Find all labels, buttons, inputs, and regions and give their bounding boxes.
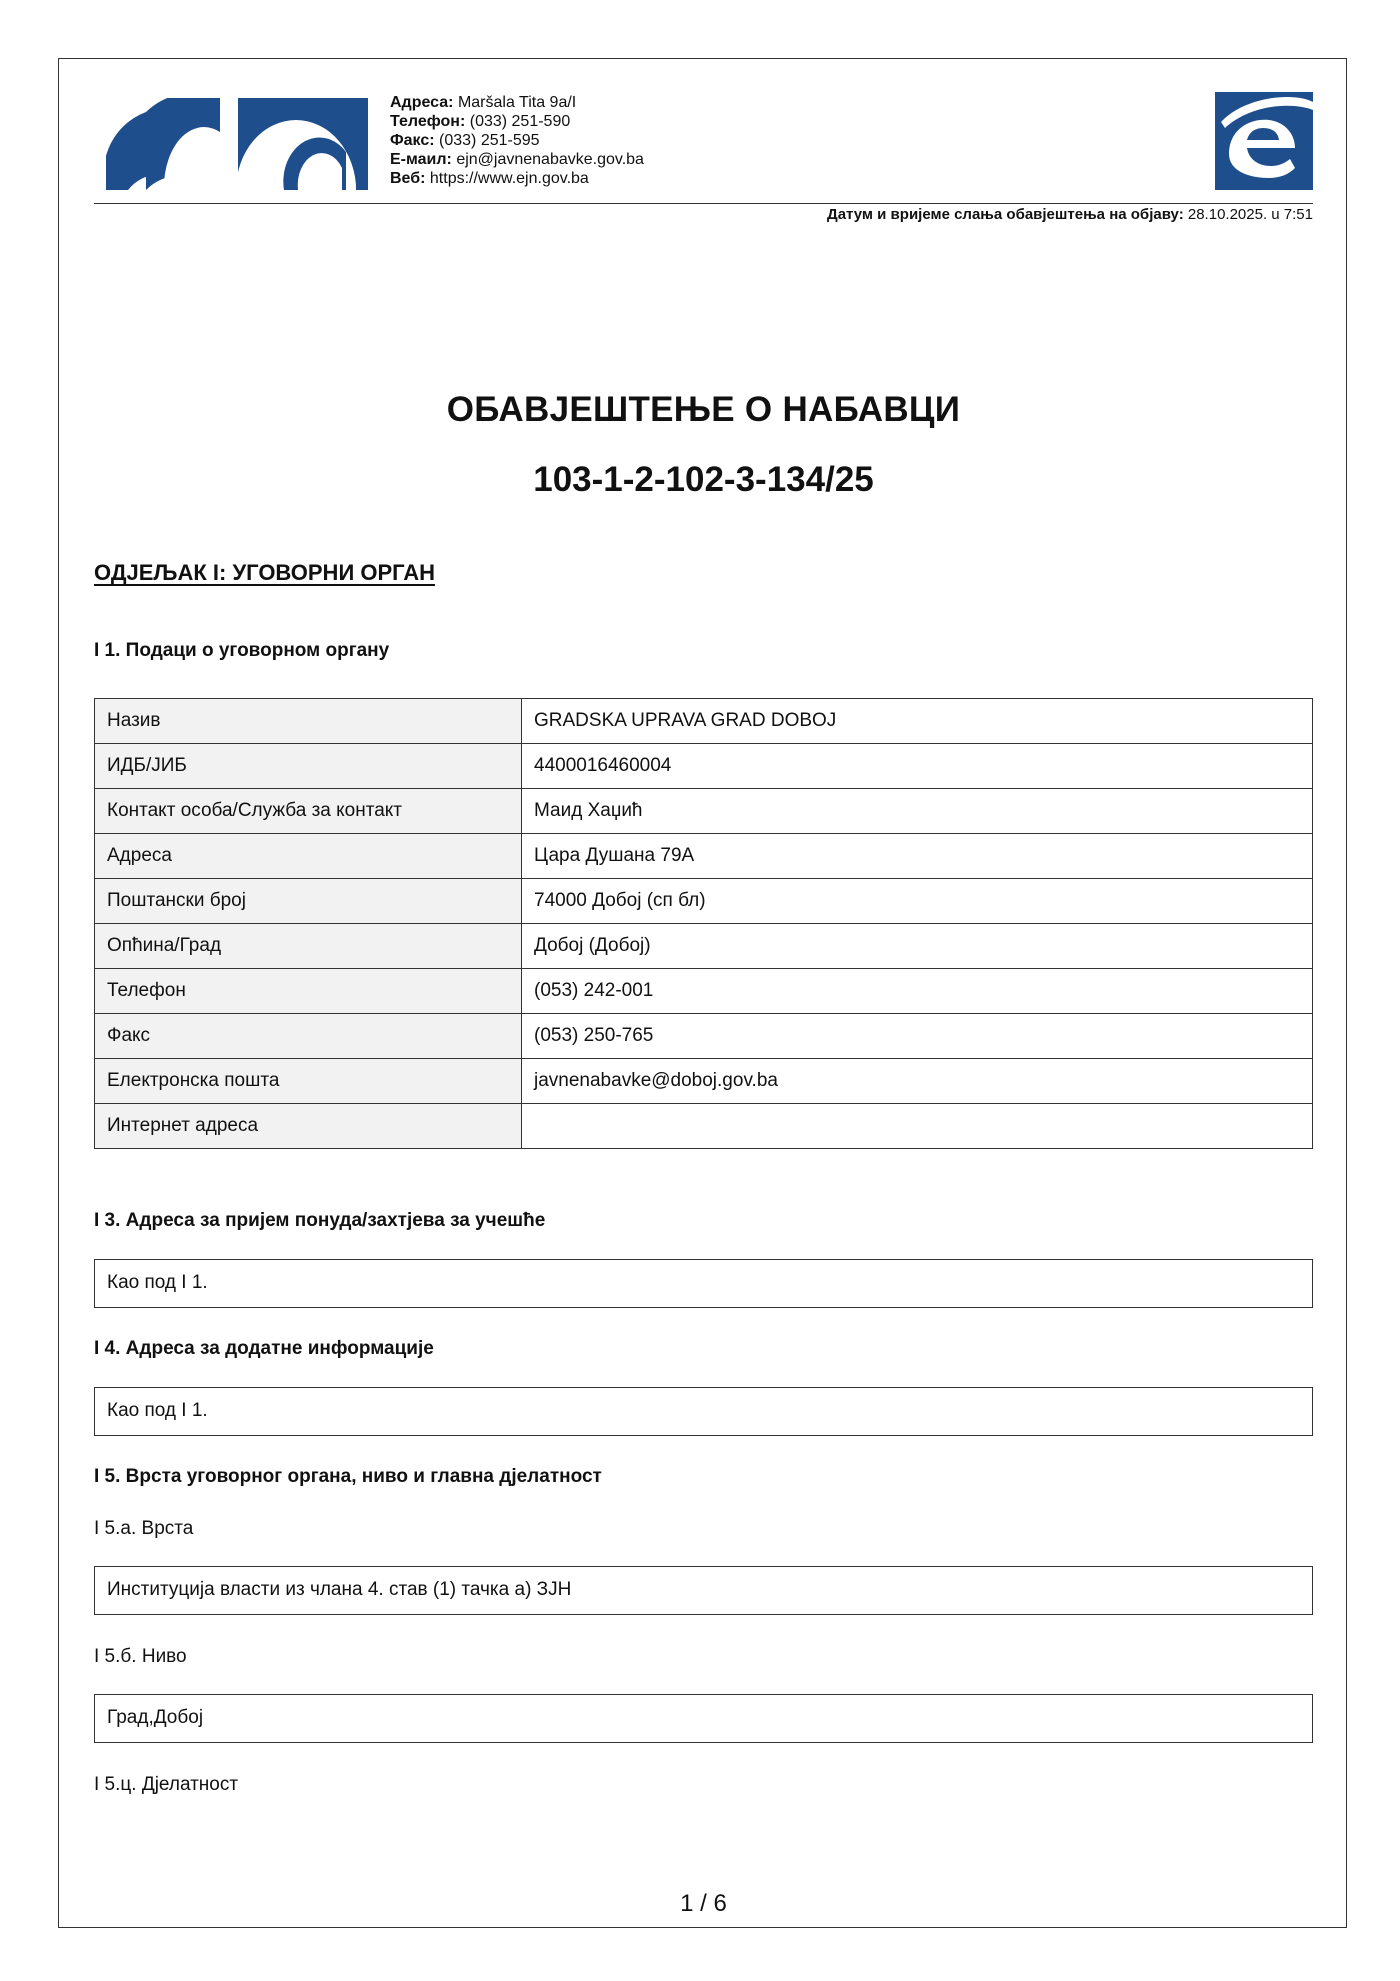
row-key: Контакт особа/Служба за контакт [95,789,522,834]
phone-value: (033) 251-590 [469,113,571,130]
row-value [522,1104,1313,1149]
document-header [94,90,1313,195]
contact-info [390,93,644,188]
section-heading: ОДЈЕЉАК I: УГОВОРНИ ОРГАН [94,560,436,585]
e-logo-icon [1215,92,1313,190]
email-link[interactable]: javnenabavke@doboj.gov.ba [522,1059,1313,1104]
table-row [95,699,1313,744]
phone-label: Телефон: [390,113,466,130]
i5b-value-box: Град,Добој [94,1694,1313,1743]
table-row [95,924,1313,969]
row-value: 4400016460004 [522,744,1313,789]
row-key: Електронска пошта [95,1059,522,1104]
i4-value-box: Као под I 1. [94,1387,1313,1436]
table-row [95,834,1313,879]
subsection-i3-title: I 3. Адреса за пријем понуда/захтјева за учешће [94,1210,546,1231]
subsection-i4-title: I 4. Адреса за додатне информације [94,1338,434,1359]
address-value: Maršala Tita 9a/I [457,94,577,111]
row-value: Цара Душана 79А [522,834,1313,879]
i5b-label: I 5.б. Ниво [94,1646,187,1667]
row-key: Интернет адреса [95,1104,522,1149]
address-label: Адреса: [390,94,454,111]
table-row [95,1059,1313,1104]
subsection-i1-title: I 1. Подаци о уговорном органу [94,640,390,661]
i3-value-box: Као под I 1. [94,1259,1313,1308]
row-value: (053) 250-765 [522,1014,1313,1059]
table-row [95,1104,1313,1149]
document-content [94,90,1313,1917]
fax-value: (033) 251-595 [439,132,540,149]
web-label: Веб: [390,170,426,187]
i5a-value-box: Институција власти из члана 4. став (1) тачка а) ЗЈН [94,1566,1313,1615]
document-number: 103-1-2-102-3-134/25 [533,460,874,499]
table-row [95,879,1313,924]
row-key: ИДБ/ЈИБ [95,744,522,789]
datetime-label: Датум и вријеме слања обавјештења на објаву: [827,206,1184,223]
subsection-i5-title: I 5. Врста уговорног органа, ниво и главна дјелатност [94,1466,602,1487]
header-divider [94,203,1313,204]
table-row [95,969,1313,1014]
document-title: ОБАВЈЕШТЕЊЕ О НАБАВЦИ [446,390,961,429]
datetime-value: 28.10.2025. u 7:51 [1187,206,1313,223]
row-key: Назив [95,699,522,744]
row-key: Адреса [95,834,522,879]
row-key: Поштански број [95,879,522,924]
page-number: 1 / 6 [680,1890,727,1917]
row-value: (053) 242-001 [522,969,1313,1014]
email-label: Е-маил: [390,151,452,168]
row-value: GRADSKA UPRAVA GRAD DOBOJ [522,699,1313,744]
row-value: Добој (Добој) [522,924,1313,969]
row-key: Факс [95,1014,522,1059]
i5c-label: I 5.ц. Дјелатност [94,1774,239,1795]
publish-datetime [827,206,1313,223]
row-key: Телефон [95,969,522,1014]
email-value[interactable]: ejn@javnenabavke.gov.ba [456,151,644,168]
row-value: Маид Хаџић [522,789,1313,834]
table-row [95,789,1313,834]
table-row [95,1014,1313,1059]
table-row [95,744,1313,789]
contracting-authority-table [94,698,1313,1149]
web-link[interactable]: https://www.ejn.gov.ba [429,170,589,187]
ejn-logo-icon [106,92,368,190]
row-key: Опћина/Град [95,924,522,969]
i5a-label: I 5.а. Врста [94,1518,194,1539]
fax-label: Факс: [390,132,435,149]
row-value: 74000 Добој (сп бл) [522,879,1313,924]
